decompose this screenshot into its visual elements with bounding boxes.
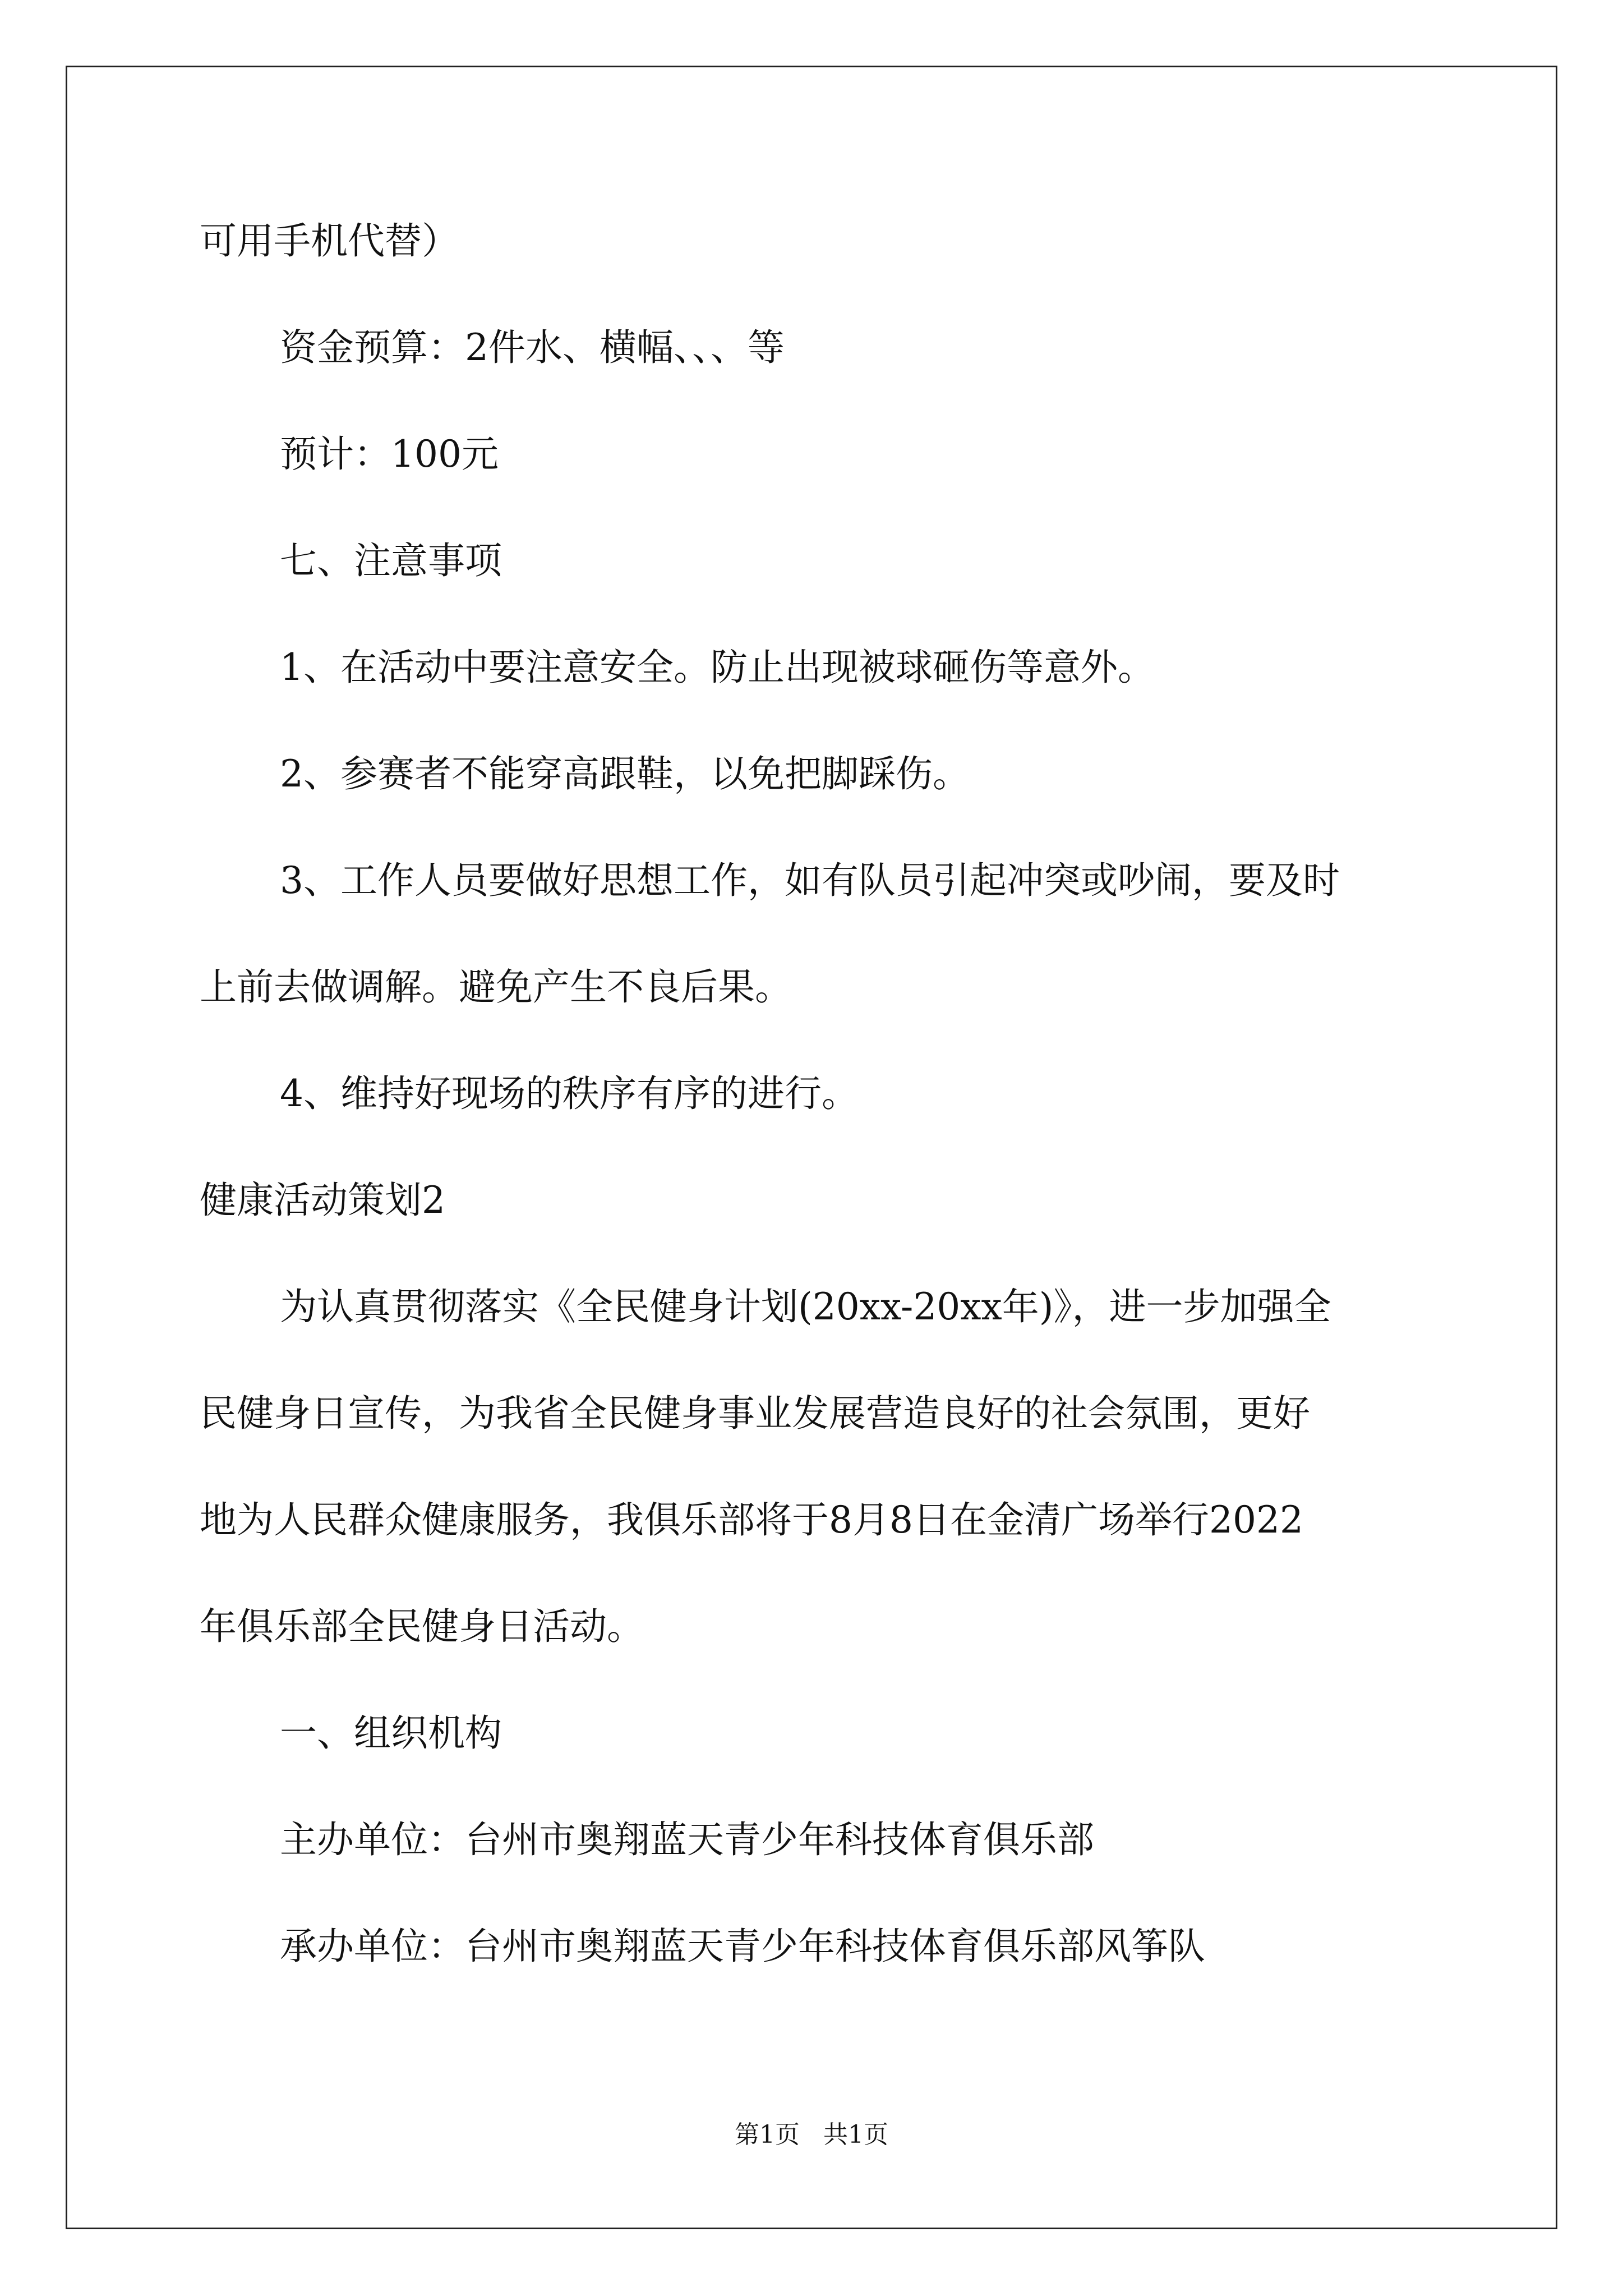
paragraph-line: 2、参赛者不能穿高跟鞋，以免把脚踩伤。	[280, 752, 970, 795]
paragraph-line: 可用手机代替）	[200, 219, 459, 263]
paragraph-line: 承办单位：台州市奥翔蓝天青少年科技体育俱乐部风筝队	[280, 1925, 1205, 1968]
paragraph-line: 地为人民群众健康服务，我俱乐部将于8月8日在金清广场举行2022	[200, 1498, 1303, 1542]
paragraph-line: 民健身日宣传，为我省全民健身事业发展营造良好的社会氛围，更好	[200, 1392, 1310, 1435]
paragraph-line: 预计：100元	[280, 432, 499, 476]
paragraph-line: 为认真贯彻落实《全民健身计划(20xx-20xx年)》，进一步加强全	[280, 1285, 1331, 1328]
document-heading: 健康活动策划2	[200, 1179, 445, 1222]
paragraph-line: 1、在活动中要注意安全。防止出现被球砸伤等意外。	[280, 646, 1155, 689]
paragraph-line: 主办单位：台州市奥翔蓝天青少年科技体育俱乐部	[280, 1818, 1094, 1861]
paragraph-line: 资金预算：2件水、横幅、、、等	[280, 326, 785, 369]
page-border	[66, 66, 1557, 2229]
page-footer: 第1页 共1页	[735, 2120, 888, 2149]
paragraph-line: 3、工作人员要做好思想工作，如有队员引起冲突或吵闹，要及时	[280, 859, 1340, 902]
paragraph-line: 上前去做调解。避免产生不良后果。	[200, 965, 792, 1009]
section-heading: 一、组织机构	[280, 1711, 502, 1755]
section-heading: 七、注意事项	[280, 539, 502, 582]
paragraph-line: 年俱乐部全民健身日活动。	[200, 1605, 644, 1648]
paragraph-line: 4、维持好现场的秩序有序的进行。	[280, 1072, 859, 1115]
